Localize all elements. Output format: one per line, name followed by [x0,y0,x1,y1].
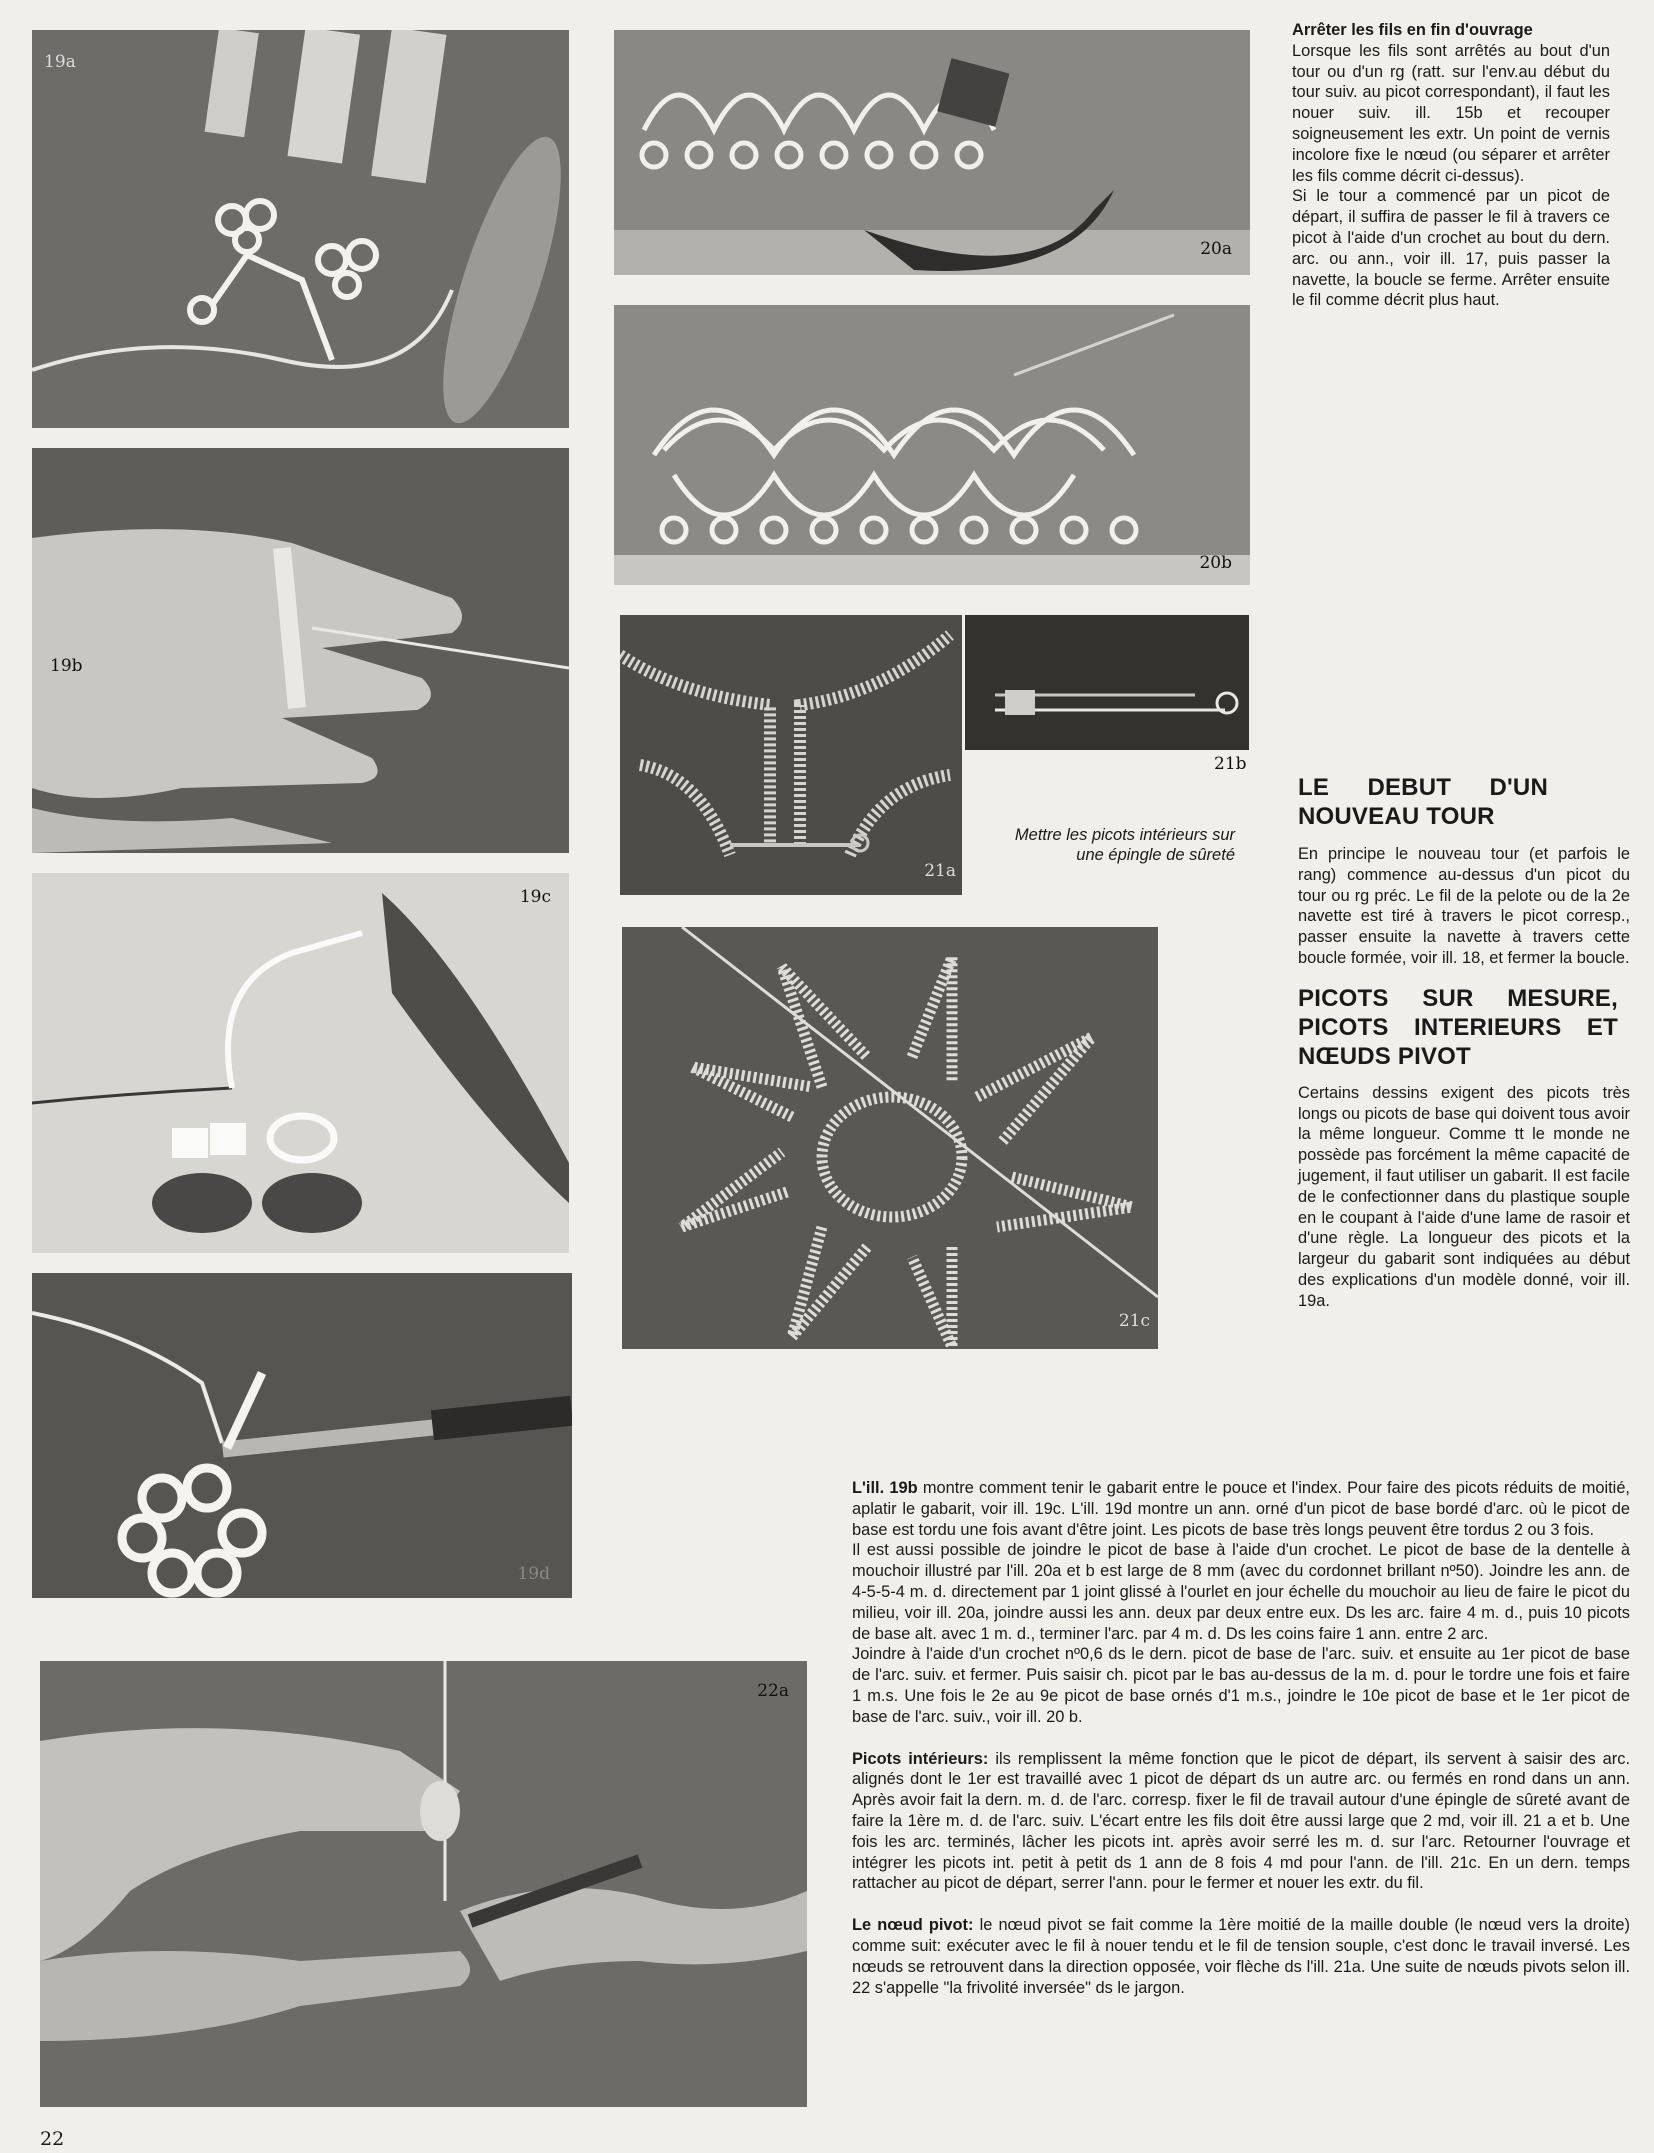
photo-21a [620,615,962,895]
picots-interieurs-lead: Picots intérieurs: [852,1749,989,1768]
paragraph-noeud-pivot [852,1915,1630,1998]
arreter-paragraph-2: Si le tour a commencé par un picot de départ, il suffira de passer le fil à travers ce picot à l'aide d'un crochet au bout du dern. arc. ou ann., voir ill. 17, puis passer la navette, la boucle se ferme. Arrêter ensuite le fil comme décrit plus haut. [1292,187,1610,310]
paragraph-19b [852,1478,1630,1540]
paragraph-joindre: Joindre à l'aide d'un crochet nº0,6 ds le dern. picot de base de l'arc. suiv. et ensuite au 1er picot de base de l'arc. suiv. et fermer. Puis saisir ch. picot par le bas au-dessus de la m. d. pour le tordre une fois et faire 1 m.s. Une fois le 2e au 9e picot de base ornés d'1 m.s., joindre le 10e picot de base et le 1er picot de base de l'arc. suiv., voir ill. 20 b. [852,1645,1630,1726]
photo-21c [622,927,1158,1349]
photo-20a [614,30,1250,275]
label-19a: 19a [44,52,76,72]
noeud-pivot-lead: Le nœud pivot: [852,1916,974,1935]
right-column-middle [1298,773,1630,1312]
label-22a: 22a [757,1681,789,1701]
label-19d: 19d [517,1564,550,1584]
photo-20b [614,305,1250,585]
caption-21: Mettre les picots intérieurs sur une épingle de sûreté [1014,826,1235,864]
label-21a: 21a [924,861,956,881]
label-20a: 20a [1200,239,1232,259]
right-column-top [1292,20,1610,311]
photo-19a [32,30,569,428]
label-19c: 19c [519,887,551,907]
noeud-pivot-text: le nœud pivot se fait comme la 1ère moitié de la maille double (le nœud vers la droite) comme suit: exécuter avec le fil à nouer tendu et le fil de tension souple, c'est donc le travail inversé. Les nœuds se retrouvent dans la direction opposée, voir flèche ds l'ill. 21a. Une suite de nœuds pivots selon ill. 22 s'appelle "la frivolité inversée" ds le jargon. [852,1916,1631,1997]
paragraph-19b-text: montre comment tenir le gabarit entre le pouce et l'index. Pour faire des picots réduits de moitié, aplatir le gabarit, voir ill. 19c. L'ill. 19d montre un ann. orné d'un picot de base bordé d'arc. où le picot de base est tordu une fois avant d'être joint. Les picots de base très longs peuvent être tordus 2 ou 3 fois. [852,1479,1630,1539]
photo-19b [32,448,569,853]
photo-19d [32,1273,572,1598]
label-19b: 19b [50,656,83,676]
photo-19c [32,873,569,1253]
picots-heading: PICOTS SUR MESURE, PICOTS INTERIEURS ET NŒUDS PIVOT [1298,984,1618,1070]
paragraph-19b-lead: L'ill. 19b [852,1479,918,1497]
photo-21b [965,615,1249,750]
debut-heading: LE DEBUT D'UN NOUVEAU TOUR [1298,774,1548,830]
picots-paragraph: Certains dessins exigent des picots très longs ou picots de base qui doivent tous avoir la même longueur. Comme tt le monde ne possède pas forcément la même capacité de jugement, il faut utiliser un gabarit. Il est facile de le confectionner dans du plastique souple en le coupant à l'aide d'une lame de rasoir et d'une règle. La longueur des picots et la largeur du gabarit sont indiquées au début des explications d'un modèle donné, voir ill. 19a. [1298,1083,1630,1310]
paragraph-picots-interieurs [852,1749,1630,1895]
label-20b: 20b [1199,553,1232,573]
label-21b: 21b [1214,754,1247,774]
paragraph-crochet: Il est aussi possible de joindre le picot de base à l'aide d'un crochet. Le picot de base de la dentelle à mouchoir illustré par l'ill. 20a et b est large de 8 mm (avec du cordonnet brillant nº50). Joindre les ann. de 4-5-5-4 m. d. directement par 1 joint glissé à l'ourlet en jour échelle du mouchoir au lieu de faire le picot du milieu, voir ill. 20a, joindre aussi les ann. deux par deux entre eux. Ds les arc. faire 4 m. d., puis 10 picots de base alt. avec 1 m. d., terminer l'arc. par 4 m. d. Ds les coins faire 1 ann. entre 2 arc. [852,1541,1630,1643]
debut-paragraph: En principe le nouveau tour (et parfois le rang) commence au-dessus d'un picot du tour ou rg préc. Le fil de la pelote ou de la 2e navette est tiré à travers le picot corresp., passer ensuite la navette à travers cette boucle formée, voir ill. 18, et fermer la boucle. [1298,845,1630,967]
arreter-heading: Arrêter les fils en fin d'ouvrage [1292,21,1533,39]
page-number: 22 [40,2128,65,2150]
photo-22a [40,1661,807,2107]
picots-interieurs-text: ils remplissent la même fonction que le picot de départ, ils servent à saisir des arc. alignés dont le 1er est travaillé avec 1 picot de départ ds un autre arc. ou fermés en rond dans un ann. Après avoir fait la dern. m. d. de l'arc. corresp. fixer le fil de travail autour d'une épingle de sûreté avant de faire la 1ère m. d. de l'arc. suiv. L'écart entre les fils doit être aussi large que 2 md, voir ill. 21 a et b. Une fois les arc. terminés, lâcher les picots int. après avoir serré les m. d. sur l'arc. Retourner l'ouvrage et intégrer les picots int. petit à petit ds 1 ann de 8 fois 4 md pour l'ann. de l'ill. 21c. En un dern. temps rattacher au picot de départ, serrer l'ann. pour le fermer et nouer les extr. du fil. [852,1749,1631,1893]
label-21c: 21c [1118,1311,1150,1331]
arreter-paragraph-1: Lorsque les fils sont arrêtés au bout d'un tour ou d'un rg (ratt. sur l'env.au début du tour suiv. au picot correspondant), il faut les nouer suiv. ill. 15b et recouper soigneusement les extr. Un point de vernis incolore fixe le nœud (ou séparer et arrêter les fils comme décrit ci-dessus). [1292,41,1610,185]
bottom-column [852,1478,1630,1998]
